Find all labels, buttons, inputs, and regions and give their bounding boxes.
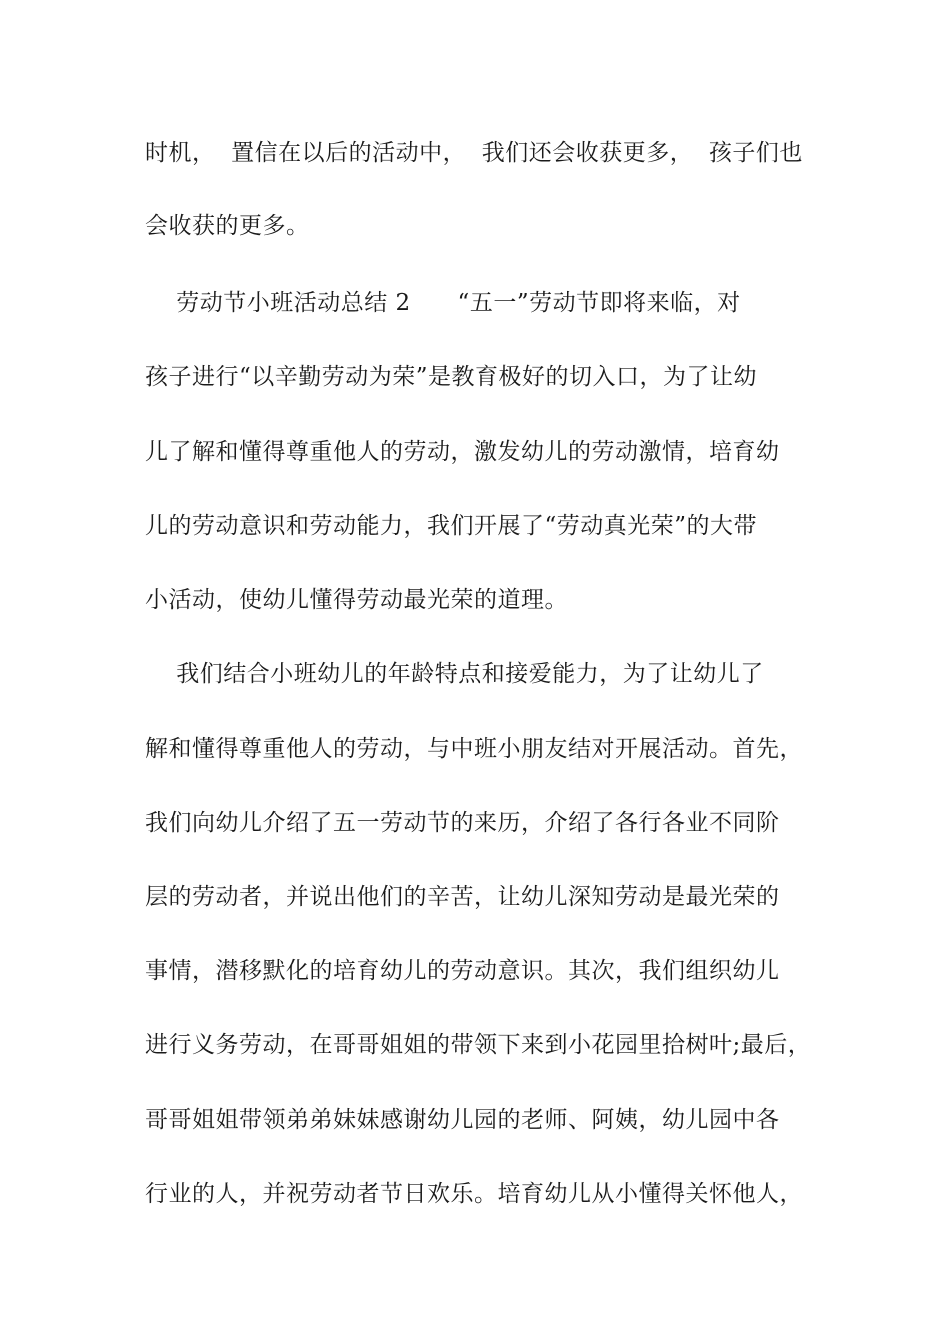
text-line: 会收获的更多。 bbox=[145, 213, 310, 239]
text-line: 我们向幼儿介绍了五一劳动节的来历，介绍了各行各业不同阶 bbox=[145, 810, 780, 836]
text-line: 解和懂得尊重他人的劳动，与中班小朋友结对开展活动。首先， bbox=[145, 736, 803, 762]
text-line: 层的劳动者，并说出他们的辛苦，让幼儿深知劳动是最光荣的 bbox=[145, 884, 780, 910]
text-line: 我们结合小班幼儿的年龄特点和接爱能力，为了让幼儿了 bbox=[145, 661, 764, 687]
text-line: 儿了解和懂得尊重他人的劳动，激发幼儿的劳动激情，培育幼 bbox=[145, 439, 780, 465]
text-line: 儿的劳动意识和劳动能力，我们开展了“劳动真光荣”的大带 bbox=[145, 513, 758, 539]
text-line: 进行义务劳动，在哥哥姐姐的带领下来到小花园里拾树叶;最后， bbox=[145, 1032, 812, 1058]
text-line: 小活动，使幼儿懂得劳动最光荣的道理。 bbox=[145, 587, 568, 613]
text-line: 劳动节小班活动总结 2 “五一”劳动节即将来临，对 bbox=[145, 290, 741, 316]
text-line: 行业的人，并祝劳动者节日欢乐。培育幼儿从小懂得关怀他人， bbox=[145, 1181, 803, 1207]
text-line: 事情，潜移默化的培育幼儿的劳动意识。其次，我们组织幼儿 bbox=[145, 958, 780, 984]
text-line: 哥哥姐姐带领弟弟妹妹感谢幼儿园的老师、阿姨，幼儿园中各 bbox=[145, 1107, 780, 1133]
text-line: 孩子进行“以辛勤劳动为荣”是教育极好的切入口，为了让幼 bbox=[145, 364, 758, 390]
text-line: 时机， 置信在以后的活动中， 我们还会收获更多， 孩子们也 bbox=[145, 140, 803, 166]
